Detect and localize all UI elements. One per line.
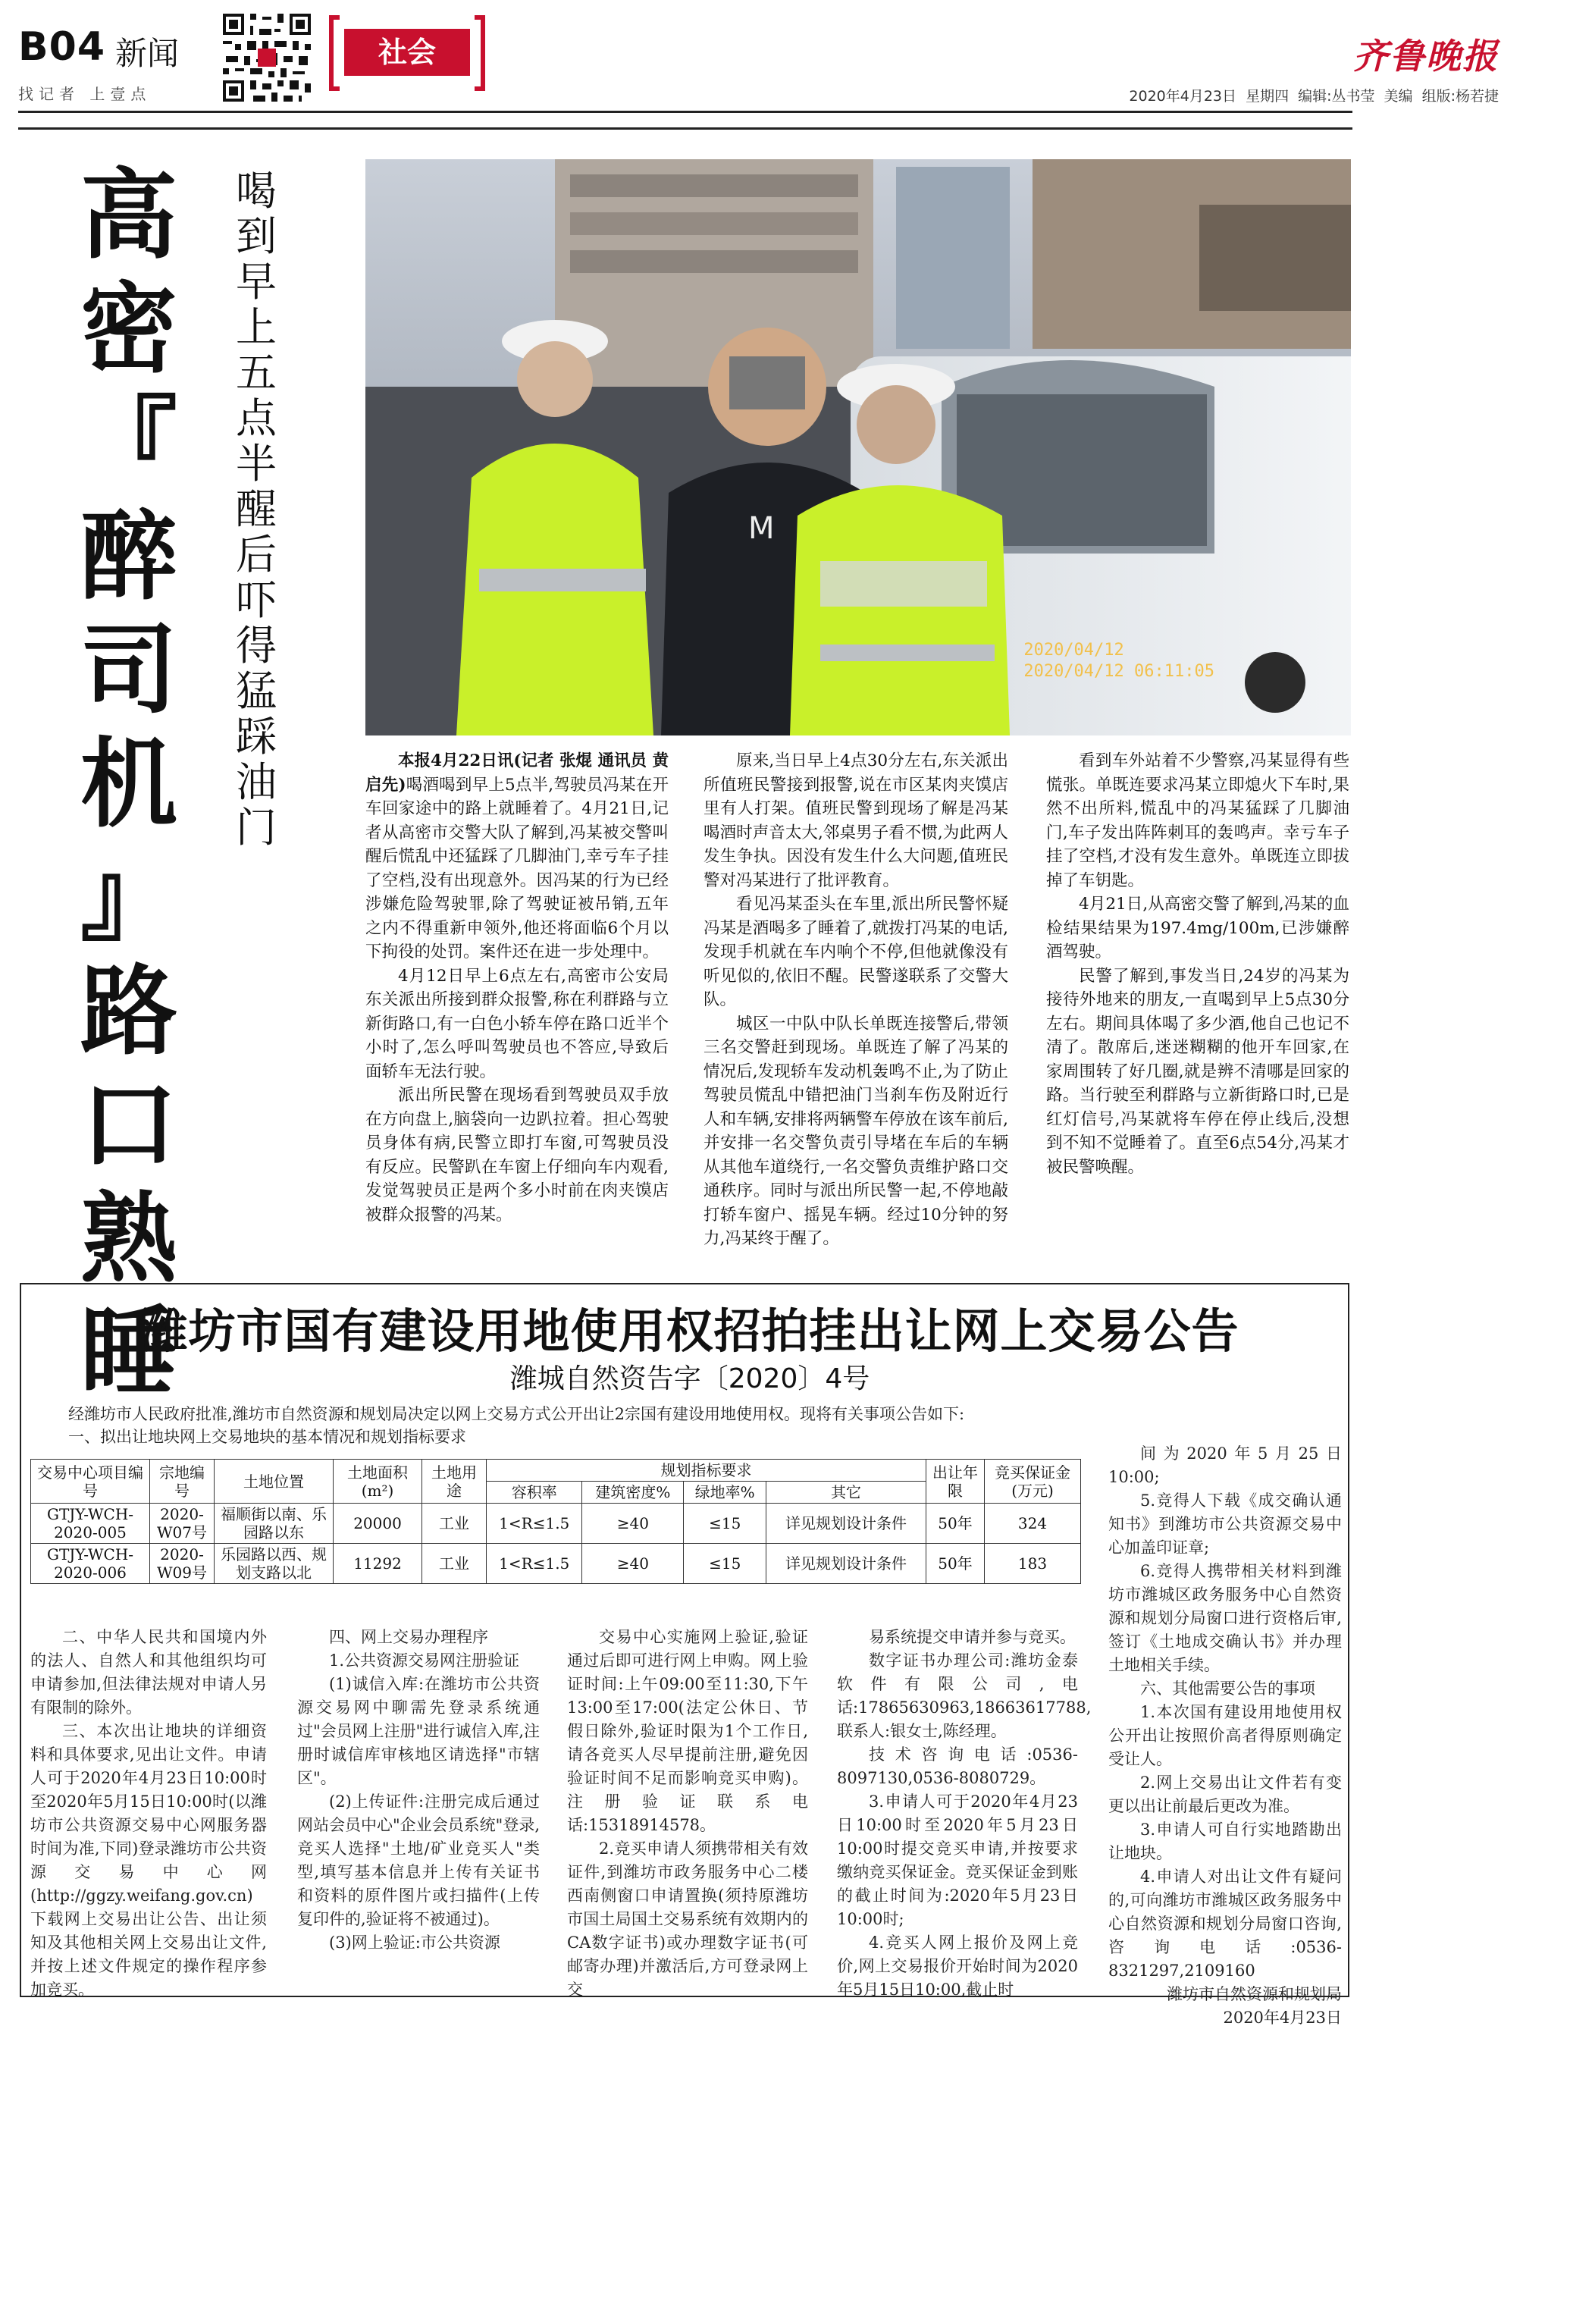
headline-char: 密 (80, 273, 177, 386)
land-table (30, 1459, 1081, 1584)
notice-paragraph: 4.申请人对出让文件有疑问的,可向潍坊市潍城区政务服务中心自然资源和规划分局窗口咨询,咨询电话:0536-8321297,2109160 (1108, 1868, 1342, 1980)
subhead-char: 早 (236, 258, 277, 306)
subhead-char: 油 (236, 758, 277, 806)
subhead-char: 猛 (236, 667, 277, 715)
notice-paragraph: 四、网上交易办理程序 (329, 1628, 488, 1646)
notice-column-3 (567, 1626, 808, 2002)
notice-paragraph: (3)网上验证:市公共资源 (329, 1934, 500, 1952)
subhead-char: 上 (236, 303, 277, 351)
headline-char: 睡 (80, 1297, 177, 1410)
header-rule-lower (18, 127, 1352, 130)
article-column-3 (1046, 749, 1349, 1179)
notice-paragraph: 数字证书办理公司:潍坊金泰软件有限公司,电话:17865630963,18663617788,联系人:银女士,陈经理。 (837, 1651, 1092, 1740)
headline-char: 机 (80, 728, 177, 841)
article-lead: 本报4月22日讯(记者 张焜 通讯员 黄启先) (365, 751, 669, 795)
notice-paragraph: 间为2020年5月25日10:00; (1108, 1444, 1342, 1486)
table-header: 其它 (766, 1482, 926, 1504)
article-paragraph: 看见冯某歪头在车里,派出所民警怀疑冯某是酒喝多了睡着了,就拨打冯某的电话,发现手机就在车内响个不停,但他就像没有听见似的,依旧不醒。民警遂联系了交警大队。 (704, 895, 1008, 1009)
headline-char: 路 (80, 955, 177, 1068)
subhead-char: 点 (236, 394, 277, 442)
notice-paragraph: 二、中华人民共和国境内外的法人、自然人和其他组织均可申请参加,但法律法规对申请人另有限制的除外。 (30, 1628, 267, 1717)
notice-column-4 (837, 1626, 1092, 2002)
headline-char: 醉 (80, 500, 177, 613)
table-header: 土地面积(m²) (334, 1460, 422, 1504)
article-column-2 (704, 749, 1008, 1251)
notice-title: 潍坊市国有建设用地使用权招拍挂出让网上交易公告 (140, 1303, 1239, 1359)
subhead-char: 吓 (236, 576, 277, 624)
table-header: 绿地率% (684, 1482, 766, 1504)
notice-paragraph: 1.公共资源交易网注册验证 (329, 1651, 520, 1670)
notice-paragraph: 交易中心实施网上验证,验证通过后即可进行网上申购。网上验证时间:上午09:00至11:30,下午13:00至17:00(法定公休日、节假日除外,验证时限为1个工作日,请各竞买人尽早提前注册,避免因验证时间不足而影响竞买申购)。注册验证联系电话:15318914578。 (567, 1628, 808, 1834)
notice-paragraph: 易系统提交申请并参与竞买。 (869, 1628, 1076, 1646)
table-header: 土地位置 (215, 1460, 334, 1504)
slogan: 找记者 上壹点 (18, 85, 152, 103)
notice-column-1 (30, 1626, 267, 2002)
subhead-char: 踩 (236, 713, 277, 761)
notice-paragraph: (1)诚信入库:在潍坊市公共资源交易网中聊需先登录系统通过"会员网上注册"进行诚信入库,注册时诚信库审核地区请选择"市辖区"。 (297, 1675, 540, 1787)
article-paragraph: 4月21日,从高密交警了解到,冯某的血检结果结果为197.4mg/100m,已涉嫌醉酒驾驶。 (1046, 895, 1349, 961)
article-paragraph: 民警了解到,事发当日,24岁的冯某为接待外地来的朋友,一直喝到早上5点30分左右。期间具体喝了多少酒,他自己也记不清了。散席后,迷迷糊糊的他开车回家,在家周围转了好几圈,就是辨不清哪是回家的路。当行驶至利群路与立新街路口时,已是红灯信号,冯某就将车停在停止线后,没想到不知不觉睡着了。直至6点54分,冯某才被民警唤醒。 (1046, 966, 1349, 1177)
table-header: 容积率 (487, 1482, 582, 1504)
article-paragraph: 原来,当日早上4点30分左右,东关派出所值班民警接到报警,说在市区某肉夹馍店里有人打架。值班民警到现场了解是冯某喝酒时声音太大,邻桌男子看不惯,为此两人发生争执。因没有发生什么大问题,值班民警对冯某进行了批评教育。 (704, 751, 1008, 890)
subhead-char: 醒 (236, 485, 277, 533)
notice-intro: 经潍坊市人民政府批准,潍坊市自然资源和规划局决定以网上交易方式公开出让2宗国有建设用地使用权。现将有关事项公告如下: (68, 1405, 965, 1423)
table-header: 竞买保证金(万元) (985, 1460, 1081, 1504)
notice-paragraph: 4.竞买人网上报价及网上竞价,网上交易报价开始时间为2020年5月15日10:00,截止时 (837, 1934, 1078, 1999)
headline (76, 159, 182, 1410)
headline-char: 『 (80, 387, 177, 500)
subheadline (232, 168, 280, 851)
subhead-char: 五 (236, 349, 277, 397)
svg-text:M: M (748, 511, 775, 546)
notice-paragraph: 3.申请人可自行实地踏勘出让地块。 (1108, 1821, 1342, 1862)
table-header: 土地用途 (422, 1460, 487, 1504)
notice-paragraph: 6.竞得人携带相关材料到潍坊市潍城区政务服务中心自然资源和规划分局窗口进行资格后审,签订《土地成交确认书》并办理土地相关手续。 (1108, 1562, 1342, 1674)
subhead-char: 门 (236, 804, 277, 852)
headline-char: 司 (80, 614, 177, 727)
article-column-1 (365, 749, 669, 1227)
headline-char: 口 (80, 1069, 177, 1182)
article-paragraph: 4月12日早上6点左右,高密市公安局东关派出所接到群众报警,称在利群路与立新街路口,有一白色小轿车停在路口近半个小时了,怎么呼叫驾驶员也不答应,导致后面轿车无法行驶。 (365, 966, 669, 1081)
table-header: 宗地编号 (150, 1460, 215, 1504)
section-tag-label: 社会 (344, 29, 470, 76)
headline-char: 』 (80, 842, 177, 955)
notice-paragraph: 5.竞得人下载《成交确认通知书》到潍坊市公共资源交易中心加盖印证章; (1108, 1491, 1342, 1557)
table-header: 规划指标要求 (487, 1460, 926, 1482)
page-number: B04 (18, 24, 105, 70)
notice-paragraph: 2.竞买申请人须携带相关有效证件,到潍坊市政务服务中心二楼西南侧窗口申请置换(须持原潍坊市国土局国土交易系统有效期内的CA数字证书)或办理数字证书(可邮寄办理)并激活后,方可登录网上交 (567, 1839, 808, 1999)
notice-paragraph: 3.申请人可于2020年4月23日10:00时至2020年5月23日10:00时提交竞买申请,并按要求缴纳竞买保证金。竞买保证金到账的截止时间为:2020年5月23日10:00时; (837, 1792, 1078, 1928)
subhead-char: 喝 (236, 167, 277, 215)
subhead-char: 后 (236, 531, 277, 579)
notice-subtitle: 潍城自然资告字〔2020〕4号 (509, 1363, 870, 1394)
subhead-char: 到 (236, 212, 277, 260)
notice-paragraph: 三、本次出让地块的详细资料和具体要求,见出让文件。申请人可于2020年4月23日10:00时至2020年5月15日10:00时(以潍坊市公共资源交易中心网服务器时间为准,下同)登录潍坊市公共资源交易中心网(http://ggzy.weifang.gov.cn)下载网上交易出让公告、出让须知及其他相关网上交易出让文件,并按上述文件规定的操作程序参加竞买。 (30, 1722, 267, 1999)
article-paragraph: 看到车外站着不少警察,冯某显得有些慌张。单既连要求冯某立即熄火下车时,果然不出所料,慌乱中的冯某猛踩了几脚油门,车子发出阵阵刺耳的轰鸣声。幸亏车子挂了空档,才没有发生意外。单既连立即拔掉了车钥匙。 (1046, 751, 1349, 890)
photo-timestamp: 2020/04/12 2020/04/12 06:11:05 (1023, 641, 1214, 681)
notice-column-2 (297, 1626, 540, 1955)
dateline: 2020年4月23日 星期四 编辑:丛书莹 美编 组版:杨若捷 (1129, 88, 1499, 105)
headline-char: 熟 (80, 1183, 177, 1296)
table-row: GTJY-WCH-2020-005 2020-W07号 福顺街以南、乐园路以东 20000 工业 1<R≤1.5 ≥40 ≤15 详见规划设计条件 50年 324 (31, 1504, 1081, 1544)
newspaper-logo: 齐鲁晚报 (1353, 36, 1499, 77)
subhead-char: 半 (236, 440, 277, 488)
header-rule (18, 111, 1352, 113)
notice-paragraph: 技术咨询电话:0536-8097130,0536-8080729。 (837, 1745, 1078, 1787)
subhead-char: 得 (236, 622, 277, 670)
notice-column-5 (1108, 1442, 1342, 2030)
notice-paragraph: 1.本次国有建设用地使用权公开出让按照价高者得原则确定受让人。 (1108, 1703, 1342, 1768)
table-header: 出让年限 (926, 1460, 985, 1504)
notice-signature-date: 2020年4月23日 (1223, 2009, 1342, 2027)
headline-char: 高 (80, 159, 177, 272)
section-tag (329, 15, 485, 91)
notice-paragraph: 六、其他需要公告的事项 (1140, 1679, 1315, 1698)
article-paragraph: 派出所民警在现场看到驾驶员双手放在方向盘上,脑袋向一边趴拉着。担心驾驶员身体有病,民警立即打车窗,可驾驶员没有反应。民警趴在车窗上仔细向车内观看,发觉驾驶员正是两个多小时前在肉夹馍店被群众报警的冯某。 (365, 1086, 669, 1225)
notice-paragraph: (2)上传证件:注册完成后通过网站会员中心"企业会员系统"登录,竞买人选择"土地/矿业竞买人"类型,填写基本信息并上传有关证书和资料的原件图片或扫描件(上传复印件的,验证将不被通过)。 (297, 1792, 540, 1928)
section-name: 新闻 (115, 35, 180, 72)
qr-code-icon (220, 11, 314, 105)
table-header: 建筑密度% (582, 1482, 684, 1504)
news-photo (365, 159, 1351, 735)
table-row: GTJY-WCH-2020-006 2020-W09号 乐园路以西、规划支路以北 11292 工业 1<R≤1.5 ≥40 ≤15 详见规划设计条件 50年 183 (31, 1544, 1081, 1584)
notice-paragraph: 2.网上交易出让文件若有变更以出让前最后更改为准。 (1108, 1774, 1342, 1815)
article-paragraph: 喝酒喝到早上5点半,驾驶员冯某在开车回家途中的路上就睡着了。4月21日,记者从高密市交警大队了解到,冯某被交警叫醒后慌乱中还猛踩了几脚油门,幸亏车子挂了空档,没有出现意外。因冯某的行为已经涉嫌危险驾驶罪,除了驾驶证被吊销,五年之内不得重新申领外,他还将面临6个月以下拘役的处罚。案件还在进一步处理中。 (365, 775, 669, 961)
notice-signature-org: 潍坊市自然资源和规划局 (1167, 1985, 1342, 2003)
article-paragraph: 城区一中队中队长单既连接警后,带领三名交警赶到现场。单既连了解了冯某的情况后,发现轿车发动机轰鸣不止,为了防止驾驶员慌乱中错把油门当刹车伤及附近行人和车辆,安排将两辆警车停放在该车前后,并安排一名交警负责引导堵在车后的车辆从其他车道绕行,一名交警负责维护路口交通秩序。同时与派出所民警一起,不停地敲打轿车窗户、摇晃车辆。经过10分钟的努力,冯某终于醒了。 (704, 1014, 1008, 1248)
notice-section-heading: 一、拟出让地块网上交易地块的基本情况和规划指标要求 (68, 1428, 466, 1446)
table-header: 交易中心项目编号 (31, 1460, 150, 1504)
